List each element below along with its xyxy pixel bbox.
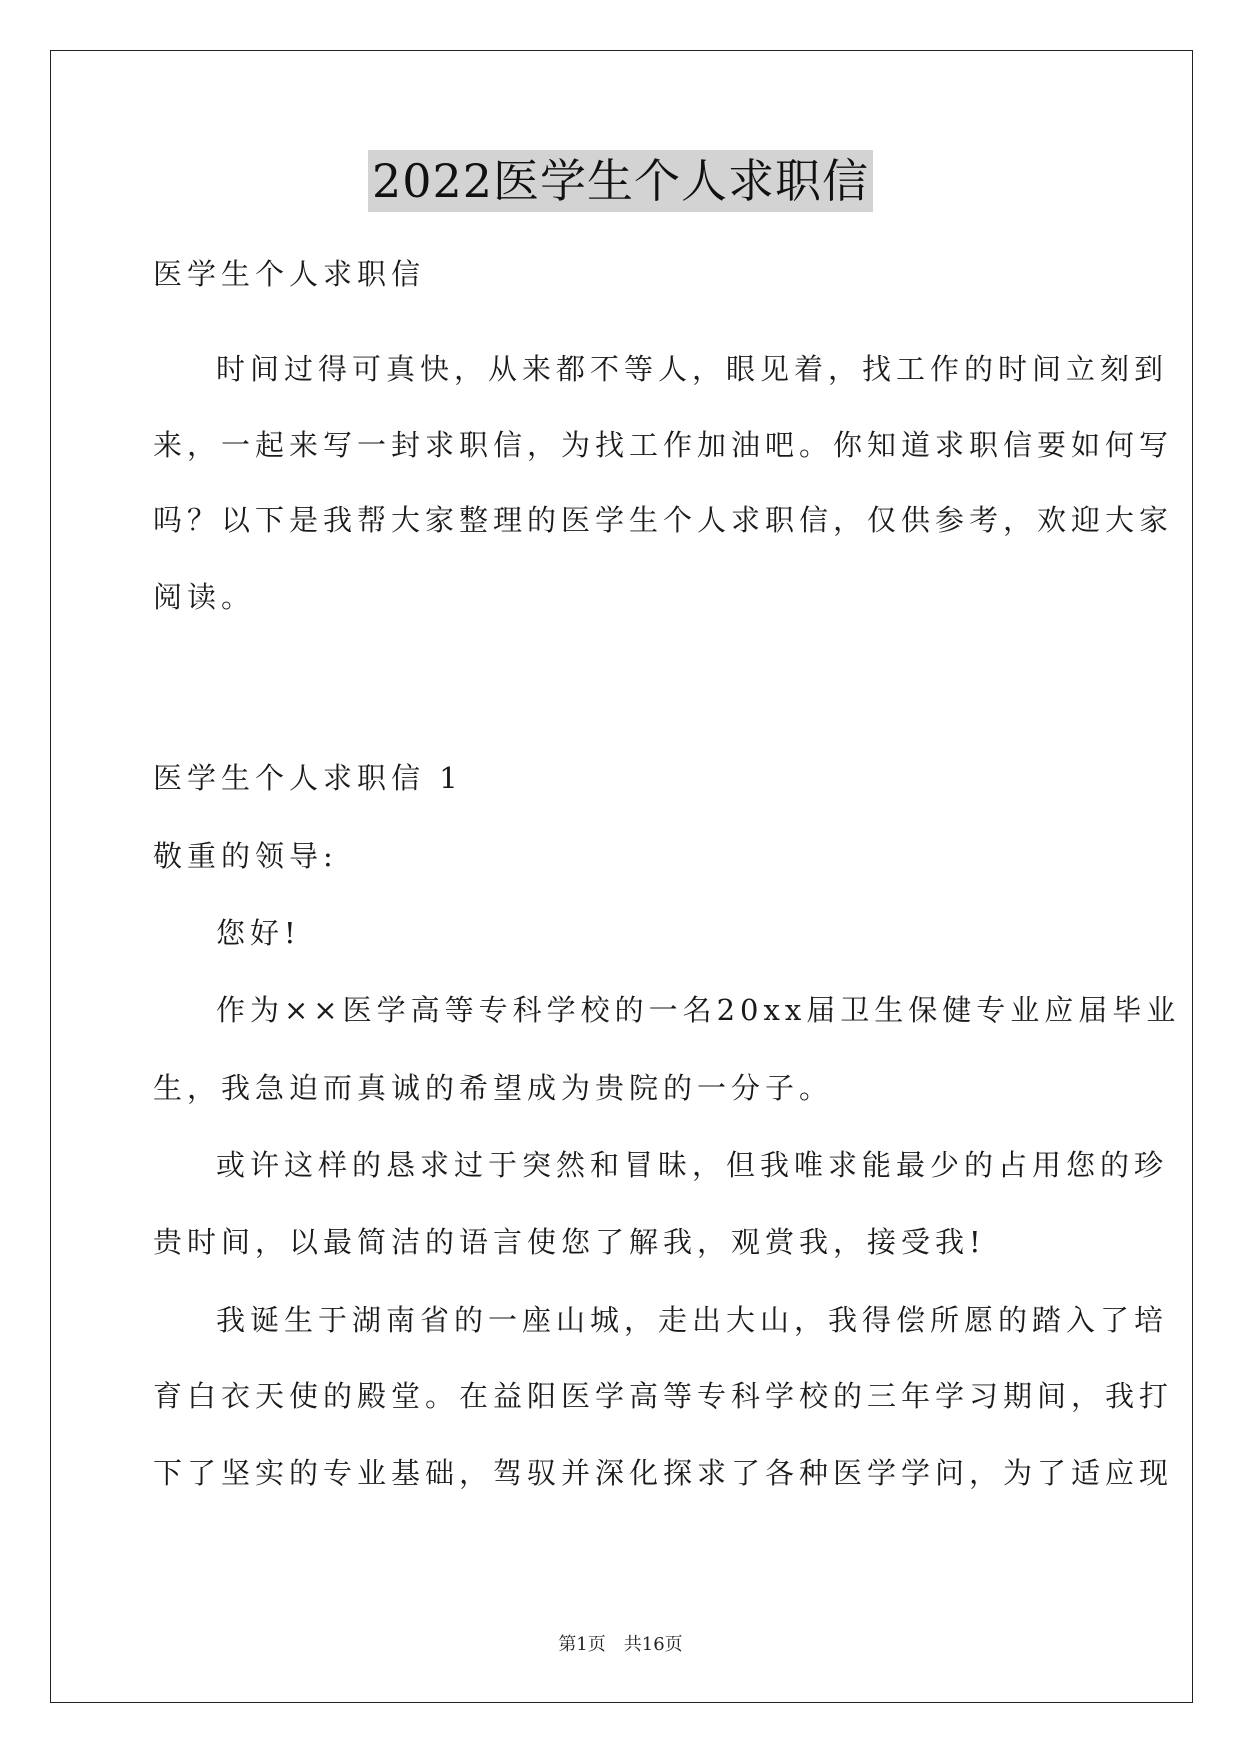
document-title-wrap	[0, 150, 1241, 212]
subtitle-line: 医学生个人求职信	[153, 257, 426, 291]
body-line: 来，一起来写一封求职信，为找工作加油吧。你知道求职信要如何写	[153, 428, 1174, 462]
greeting: 您好!	[216, 916, 301, 950]
page-footer	[0, 1633, 1241, 1657]
section-heading: 医学生个人求职信 1	[153, 761, 463, 795]
page-total: 共16页	[623, 1634, 683, 1655]
body-line: 贵时间，以最简洁的语言使您了解我，观赏我，接受我!	[153, 1225, 986, 1259]
document-title: 2022医学生个人求职信	[368, 150, 873, 212]
body-line: 吗？以下是我帮大家整理的医学生个人求职信，仅供参考，欢迎大家	[153, 503, 1174, 537]
body-line: 作为××医学高等专科学校的一名20xx届卫生保健专业应届毕业	[216, 993, 1181, 1027]
page-number: 第1页	[558, 1634, 606, 1655]
body-line: 育白衣天使的殿堂。在益阳医学高等专科学校的三年学习期间，我打	[153, 1379, 1174, 1413]
body-line: 时间过得可真快，从来都不等人，眼见着，找工作的时间立刻到	[216, 352, 1169, 386]
body-line: 下了坚实的专业基础，驾驭并深化探求了各种医学学问，为了适应现	[153, 1456, 1174, 1490]
body-line: 阅读。	[153, 580, 256, 614]
body-line: 我诞生于湖南省的一座山城，走出大山，我得偿所愿的踏入了培	[216, 1303, 1169, 1337]
body-line: 生，我急迫而真诚的希望成为贵院的一分子。	[153, 1071, 834, 1105]
body-line: 或许这样的恳求过于突然和冒昧，但我唯求能最少的占用您的珍	[216, 1148, 1169, 1182]
salutation: 敬重的领导:	[153, 839, 338, 873]
